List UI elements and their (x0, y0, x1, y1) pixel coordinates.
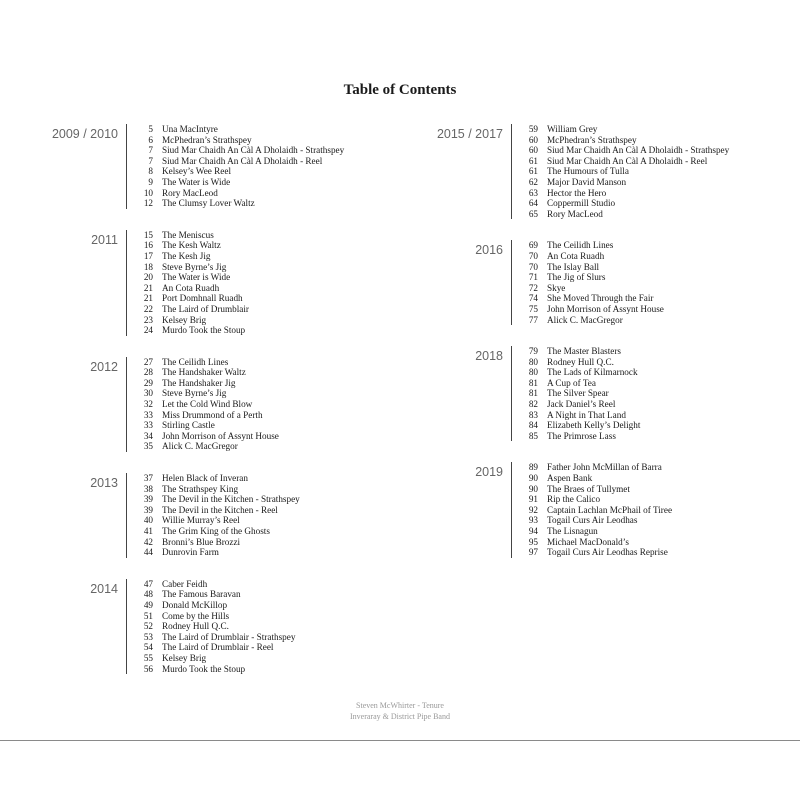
tune-title: The Laird of Drumblair - Strathspey (162, 631, 296, 642)
page-number: 59 (528, 124, 538, 134)
page-number: 23 (143, 314, 153, 325)
page-number: 85 (528, 430, 538, 441)
page-number: 41 (143, 526, 153, 536)
tune-title: Port Domhnall Ruadh (162, 293, 243, 304)
tune-title: Michael MacDonald’s (547, 536, 629, 547)
tune-title: Kelsey Brig (162, 314, 207, 325)
page-number: 6 (148, 134, 153, 145)
year-section (425, 462, 729, 557)
year-label: 2012 (90, 359, 118, 374)
toc-entry[interactable] (131, 410, 279, 421)
entry-list (126, 230, 249, 336)
tune-title: Rodney Hull Q.C. (162, 621, 229, 632)
entry-list (126, 357, 279, 452)
tune-title: Stirling Castle (162, 420, 215, 431)
page-number: 29 (143, 377, 153, 388)
toc-entry[interactable] (131, 611, 295, 622)
tune-title: Steve Byrne’s Jig (162, 261, 227, 272)
tune-title: An Cota Ruadh (547, 250, 605, 261)
page-number: 27 (143, 356, 153, 367)
toc-entry[interactable] (131, 156, 344, 167)
year-label: 2015 / 2017 (436, 127, 503, 141)
tune-title: An Cota Ruadh (162, 282, 220, 293)
toc-entry[interactable] (131, 135, 344, 146)
footer-band: Inveraray & District Pipe Band (350, 711, 450, 721)
toc-entry[interactable] (131, 315, 249, 326)
tune-title: The Laird of Drumblair - Reel (162, 642, 274, 653)
toc-entry[interactable] (516, 547, 672, 558)
tune-title: The Primrose Lass (547, 430, 616, 441)
page-number: 35 (143, 441, 153, 452)
tune-title: The Kesh Waltz (162, 240, 221, 251)
tune-title: Skye (547, 282, 566, 293)
page-number: 54 (143, 642, 153, 653)
tune-title: Togail Curs Air Leodhas (547, 515, 638, 526)
page-number: 51 (143, 610, 153, 621)
page-number: 63 (528, 187, 538, 198)
tune-title: Major David Manson (547, 176, 627, 187)
toc-entry[interactable] (516, 177, 729, 188)
page-number: 39 (143, 504, 153, 515)
toc-entry[interactable] (131, 505, 300, 516)
page-number: 69 (528, 240, 538, 251)
page-number: 77 (528, 314, 538, 325)
tune-title: The Kesh Jig (162, 250, 211, 261)
page-number: 74 (528, 293, 538, 304)
toc-entry[interactable] (131, 388, 279, 399)
tune-title: Elizabeth Kelly’s Delight (547, 420, 641, 431)
year-label: 2011 (91, 232, 118, 247)
tune-title: The Famous Baravan (162, 589, 241, 600)
toc-entry[interactable] (516, 135, 729, 146)
tune-title: The Grim King of the Ghosts (162, 526, 270, 536)
toc-entry[interactable] (516, 462, 672, 473)
entry-list (126, 579, 295, 674)
tune-title: Bronni’s Blue Brozzi (162, 536, 241, 547)
toc-entry[interactable] (516, 156, 729, 167)
toc-entry[interactable] (131, 367, 279, 378)
page-number: 20 (143, 272, 153, 283)
entry-list (126, 124, 344, 209)
year-section (40, 124, 344, 209)
entry-list (511, 462, 672, 557)
year-label: 2019 (475, 465, 503, 480)
tune-title: She Moved Through the Fair (547, 293, 654, 304)
tune-title: Murdo Took the Stoup (162, 663, 246, 674)
toc-entry[interactable] (131, 357, 279, 368)
page-number: 79 (528, 346, 538, 357)
tune-title: The Devil in the Kitchen - Strathspey (162, 494, 300, 505)
toc-entry[interactable] (131, 177, 344, 188)
tune-title: Kelsey Brig (162, 652, 207, 663)
toc-entry[interactable] (516, 262, 664, 273)
page-number: 40 (143, 515, 153, 526)
page-number: 55 (143, 652, 153, 663)
tune-title: The Water is Wide (162, 176, 231, 187)
page-number: 12 (143, 198, 153, 209)
page-number: 33 (143, 409, 153, 420)
page-number: 32 (143, 399, 153, 410)
page-number: 83 (528, 409, 538, 420)
toc-entry[interactable] (131, 283, 249, 294)
toc-entry[interactable] (516, 494, 672, 505)
page-number: 75 (528, 303, 538, 314)
toc-entry[interactable] (516, 378, 640, 389)
page-number: 56 (143, 663, 153, 674)
page-number: 22 (143, 303, 153, 314)
toc-entry[interactable] (131, 653, 295, 664)
page-number: 38 (143, 483, 153, 494)
page-number: 94 (528, 526, 538, 536)
year-section (40, 230, 344, 336)
tune-title: The Laird of Drumblair (162, 303, 249, 314)
year-label: 2013 (90, 476, 118, 491)
year-label: 2016 (475, 243, 503, 258)
toc-entry[interactable] (131, 325, 249, 336)
tune-title: McPhedran’s Strathspey (162, 134, 252, 145)
tune-title: Rodney Hull Q.C. (547, 356, 614, 367)
tune-title: The Ceilidh Lines (547, 240, 614, 251)
page-number: 70 (528, 261, 538, 272)
tune-title: A Night in That Land (547, 409, 626, 420)
toc-entry[interactable] (131, 621, 295, 632)
toc-entry[interactable] (131, 166, 344, 177)
tune-title: The Lads of Kilmarnock (547, 367, 638, 378)
toc-entry[interactable] (131, 632, 295, 643)
toc-entry[interactable] (516, 240, 664, 251)
toc-entry[interactable] (516, 304, 664, 315)
page-number: 62 (528, 176, 538, 187)
toc-entry[interactable] (131, 484, 300, 495)
page-number: 44 (143, 547, 153, 558)
toc-entry[interactable] (131, 642, 295, 653)
entry-list (511, 124, 729, 219)
tune-title: The Braes of Tullymet (547, 483, 630, 494)
year-section (425, 124, 729, 219)
entry-list (511, 346, 640, 441)
page-number: 5 (148, 124, 153, 134)
page-number: 17 (143, 250, 153, 261)
page-number: 90 (528, 473, 538, 484)
page-number: 30 (143, 388, 153, 399)
tune-title: Captain Lachlan McPhail of Tiree (547, 504, 673, 515)
page-number: 92 (528, 504, 538, 515)
tune-title: The Clumsy Lover Waltz (162, 198, 255, 209)
toc-entry[interactable] (516, 505, 672, 516)
page-number: 28 (143, 367, 153, 378)
page-number: 84 (528, 420, 538, 431)
toc-entry[interactable] (131, 600, 295, 611)
tune-title: Hector the Hero (547, 187, 607, 198)
page-number: 61 (528, 166, 538, 177)
tune-title: The Islay Ball (547, 261, 600, 272)
toc-entry[interactable] (131, 420, 279, 431)
toc-entry[interactable] (516, 346, 640, 357)
page-number: 80 (528, 356, 538, 367)
toc-entry[interactable] (516, 473, 672, 484)
page-number: 21 (143, 293, 153, 304)
tune-title: Donald McKillop (162, 599, 228, 610)
page-number: 81 (528, 388, 538, 399)
page-number: 48 (143, 589, 153, 600)
toc-entry[interactable] (131, 198, 344, 209)
tune-title: Caber Feidh (162, 578, 208, 589)
tune-title: John Morrison of Assynt House (547, 303, 664, 314)
page-number: 70 (528, 250, 538, 261)
toc-entry[interactable] (131, 526, 300, 537)
tune-title: Siud Mar Chaidh An Càl A Dholaidh - Reel (162, 155, 323, 166)
page-number: 52 (143, 621, 153, 632)
tune-title: Siud Mar Chaidh An Càl A Dholaidh - Reel (547, 155, 708, 166)
tune-title: The Devil in the Kitchen - Reel (162, 504, 278, 515)
toc-entry[interactable] (516, 198, 729, 209)
page-number: 18 (143, 261, 153, 272)
toc-entry[interactable] (516, 399, 640, 410)
page-number: 49 (143, 599, 153, 610)
toc-entry[interactable] (516, 145, 729, 156)
tune-title: Una MacIntyre (162, 124, 218, 134)
toc-entry[interactable] (131, 537, 300, 548)
tune-title: Alick C. MacGregor (162, 441, 238, 452)
toc-entry[interactable] (516, 188, 729, 199)
tune-title: Come by the Hills (162, 610, 230, 621)
tune-title: The Meniscus (162, 229, 214, 240)
toc-entry[interactable] (516, 272, 664, 283)
toc-entry[interactable] (516, 537, 672, 548)
page-number: 7 (148, 145, 153, 156)
page-number: 37 (143, 473, 153, 484)
tune-title: Coppermill Studio (547, 198, 616, 209)
page-number: 81 (528, 377, 538, 388)
toc-entry[interactable] (516, 367, 640, 378)
tune-title: Jack Daniel’s Reel (547, 399, 616, 410)
tune-title: Togail Curs Air Leodhas Reprise (547, 547, 668, 558)
page-number: 15 (143, 229, 153, 240)
footer-author: Steven McWhirter - Tenure (356, 701, 444, 710)
tune-title: A Cup of Tea (547, 377, 596, 388)
tune-title: Siud Mar Chaidh An Càl A Dholaidh - Strathspey (547, 145, 730, 156)
tune-title: William Grey (547, 124, 598, 134)
page-number: 97 (528, 547, 538, 558)
toc-entry[interactable] (516, 293, 664, 304)
page-number: 65 (528, 208, 538, 219)
toc-entry[interactable] (516, 209, 729, 220)
page-number: 71 (528, 272, 538, 283)
toc-entry[interactable] (131, 378, 279, 389)
toc-entry[interactable] (516, 515, 672, 526)
page-number: 42 (143, 536, 153, 547)
page-number: 60 (528, 134, 538, 145)
toc-entry[interactable] (516, 357, 640, 368)
tune-title: The Jig of Slurs (547, 272, 606, 283)
tune-title: Helen Black of Inveran (162, 473, 248, 484)
toc-entry[interactable] (131, 251, 249, 262)
page-number: 10 (143, 187, 153, 198)
toc-entry[interactable] (516, 431, 640, 442)
page-number: 82 (528, 399, 538, 410)
year-label: 2009 / 2010 (51, 127, 118, 141)
toc-entry[interactable] (131, 664, 295, 675)
toc-entry[interactable] (131, 473, 300, 484)
toc-entry[interactable] (131, 293, 249, 304)
toc-entry[interactable] (516, 166, 729, 177)
tune-title: Steve Byrne’s Jig (162, 388, 227, 399)
tune-title: The Strathspey King (162, 483, 239, 494)
footer (0, 701, 800, 722)
toc-entry[interactable] (131, 399, 279, 410)
page-number: 39 (143, 494, 153, 505)
page-number: 91 (528, 494, 538, 505)
page-number: 24 (143, 325, 153, 336)
page-number: 72 (528, 282, 538, 293)
page-number: 93 (528, 515, 538, 526)
page-number: 53 (143, 631, 153, 642)
toc-entry[interactable] (131, 272, 249, 283)
page-number: 90 (528, 483, 538, 494)
year-section (425, 346, 729, 441)
year-section (40, 357, 344, 452)
toc-entry[interactable] (131, 145, 344, 156)
tune-title: John Morrison of Assynt House (162, 430, 279, 441)
toc-entry[interactable] (516, 420, 640, 431)
page-number: 9 (148, 176, 153, 187)
tune-title: Miss Drummond of a Perth (162, 409, 263, 420)
tune-title: Alick C. MacGregor (547, 314, 623, 325)
tune-title: The Handshaker Jig (162, 377, 236, 388)
toc-entry[interactable] (131, 240, 249, 251)
toc-entry[interactable] (516, 124, 729, 135)
toc-entry[interactable] (516, 526, 672, 537)
toc-entry[interactable] (131, 304, 249, 315)
toc-entry[interactable] (516, 388, 640, 399)
tune-title: The Humours of Tulla (547, 166, 629, 177)
year-section (40, 579, 344, 674)
year-section (40, 473, 344, 558)
toc-entry[interactable] (131, 230, 249, 241)
year-label: 2018 (475, 349, 503, 364)
tune-title: The Ceilidh Lines (162, 356, 229, 367)
toc-right-column (425, 124, 729, 579)
toc-entry[interactable] (131, 124, 344, 135)
toc-entry[interactable] (131, 431, 279, 442)
tune-title: The Lisnagun (547, 526, 598, 536)
tune-title: The Handshaker Waltz (162, 367, 246, 378)
tune-title: McPhedran’s Strathspey (547, 134, 637, 145)
toc-entry[interactable] (516, 251, 664, 262)
entry-list (126, 473, 300, 558)
page-number: 61 (528, 155, 538, 166)
page-number: 80 (528, 367, 538, 378)
toc-entry[interactable] (131, 188, 344, 199)
page-number: 47 (143, 578, 153, 589)
toc-entry[interactable] (131, 441, 279, 452)
year-section (425, 240, 729, 325)
tune-title: The Silver Spear (547, 388, 609, 399)
toc-left-column (40, 124, 344, 695)
tune-title: Rory MacLeod (547, 208, 603, 219)
tune-title: Rory MacLeod (162, 187, 218, 198)
toc-entry[interactable] (516, 283, 664, 294)
page-number: 89 (528, 462, 538, 473)
page-number: 16 (143, 240, 153, 251)
tune-title: Let the Cold Wind Blow (162, 399, 253, 410)
page-title: Table of Contents (343, 82, 457, 98)
toc-entry[interactable] (131, 494, 300, 505)
page-number: 34 (143, 430, 153, 441)
page-number: 60 (528, 145, 538, 156)
toc-entry[interactable] (516, 315, 664, 326)
page-number: 7 (148, 155, 153, 166)
toc-entry[interactable] (516, 484, 672, 495)
year-label: 2014 (90, 581, 118, 596)
page-number: 64 (528, 198, 538, 209)
tune-title: Murdo Took the Stoup (162, 325, 246, 336)
tune-title: Aspen Bank (547, 473, 593, 484)
tune-title: Kelsey’s Wee Reel (162, 166, 231, 177)
toc-entry[interactable] (131, 262, 249, 273)
toc-entry[interactable] (131, 579, 295, 590)
page-number: 21 (143, 282, 153, 293)
tune-title: Dunrovin Farm (162, 547, 219, 558)
tune-title: Willie Murray’s Reel (162, 515, 240, 526)
page-number: 33 (143, 420, 153, 431)
toc-entry[interactable] (131, 547, 300, 558)
entry-list (511, 240, 664, 325)
tune-title: Siud Mar Chaidh An Càl A Dholaidh - Strathspey (162, 145, 345, 156)
tune-title: Father John McMillan of Barra (547, 462, 662, 473)
tune-title: Rip the Calico (547, 494, 601, 505)
page-number: 95 (528, 536, 538, 547)
page-number: 8 (148, 166, 153, 177)
toc-entry[interactable] (516, 410, 640, 421)
tune-title: The Water is Wide (162, 272, 231, 283)
toc-entry[interactable] (131, 589, 295, 600)
tune-title: The Master Blasters (547, 346, 621, 357)
toc-entry[interactable] (131, 515, 300, 526)
